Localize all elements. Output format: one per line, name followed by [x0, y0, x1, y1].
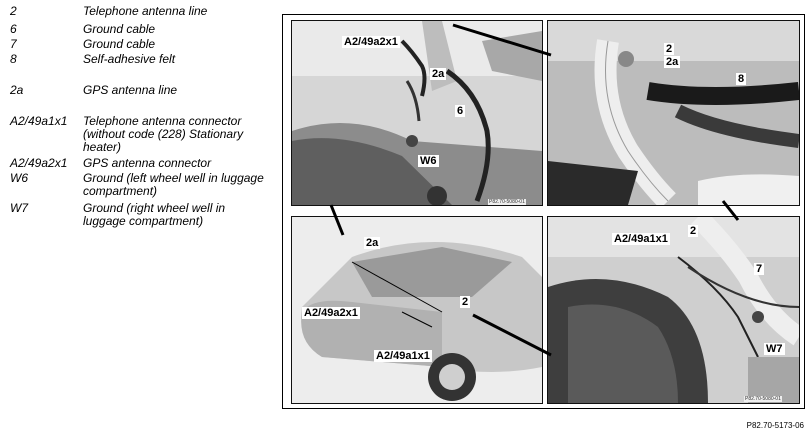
- legend-text: Telephone antenna line: [83, 4, 208, 18]
- photo-top-right: [547, 20, 800, 206]
- legend-text: Ground cable: [83, 22, 156, 36]
- callout-6: 6: [457, 105, 464, 117]
- legend-text: Ground (left wheel well in luggage compartment): [83, 171, 264, 198]
- callout-8: 8: [738, 73, 745, 85]
- callout-2: 2: [462, 296, 469, 308]
- legend-text: Telephone antenna connector (without code (228) Stationary heater): [83, 114, 244, 154]
- callout-a2-49a1x1: A2/49a1x1: [376, 350, 430, 362]
- figure-frame: [282, 14, 805, 409]
- photo-ref-number: P82.70-5080-01: [745, 396, 781, 402]
- callout-2: 2: [666, 43, 673, 55]
- legend-text: Self-adhesive felt: [83, 52, 176, 66]
- callout-2a: 2a: [666, 56, 679, 68]
- legend-code: W6: [10, 171, 28, 185]
- photo-bottom-right: [547, 216, 800, 404]
- callout-7: 7: [756, 263, 763, 275]
- photo-top-left-image: [292, 21, 542, 205]
- callout-w7: W7: [766, 343, 783, 355]
- figure-id: P82.70-5173-06: [746, 421, 804, 430]
- callout-a2-49a2x1: A2/49a2x1: [344, 36, 398, 48]
- legend-code: 2a: [10, 83, 24, 97]
- legend-code: 7: [10, 37, 17, 51]
- legend-code: A2/49a2x1: [10, 156, 68, 170]
- legend-text: GPS antenna connector: [83, 156, 212, 170]
- legend-code: 6: [10, 22, 17, 36]
- callout-a2-49a1x1: A2/49a1x1: [614, 233, 668, 245]
- callout-2: 2: [690, 225, 697, 237]
- legend-text: Ground (right wheel well in luggage compartment): [83, 201, 226, 228]
- legend-text: GPS antenna line: [83, 83, 178, 97]
- photo-top-left: [291, 20, 543, 206]
- legend-text: Ground cable: [83, 37, 156, 51]
- callout-2a: 2a: [366, 237, 379, 249]
- callout-2a: 2a: [432, 68, 445, 80]
- legend-code: A2/49a1x1: [10, 114, 68, 128]
- legend-code: 2: [10, 4, 17, 18]
- legend-code: W7: [10, 201, 28, 215]
- callout-a2-49a2x1: A2/49a2x1: [304, 307, 358, 319]
- callout-w6: W6: [420, 155, 437, 167]
- photo-bottom-right-image: [548, 217, 799, 403]
- photo-bottom-left: [291, 216, 543, 404]
- legend: [0, 0, 270, 438]
- legend-code: 8: [10, 52, 17, 66]
- photo-ref-number: P82.70-5080-01: [489, 199, 525, 205]
